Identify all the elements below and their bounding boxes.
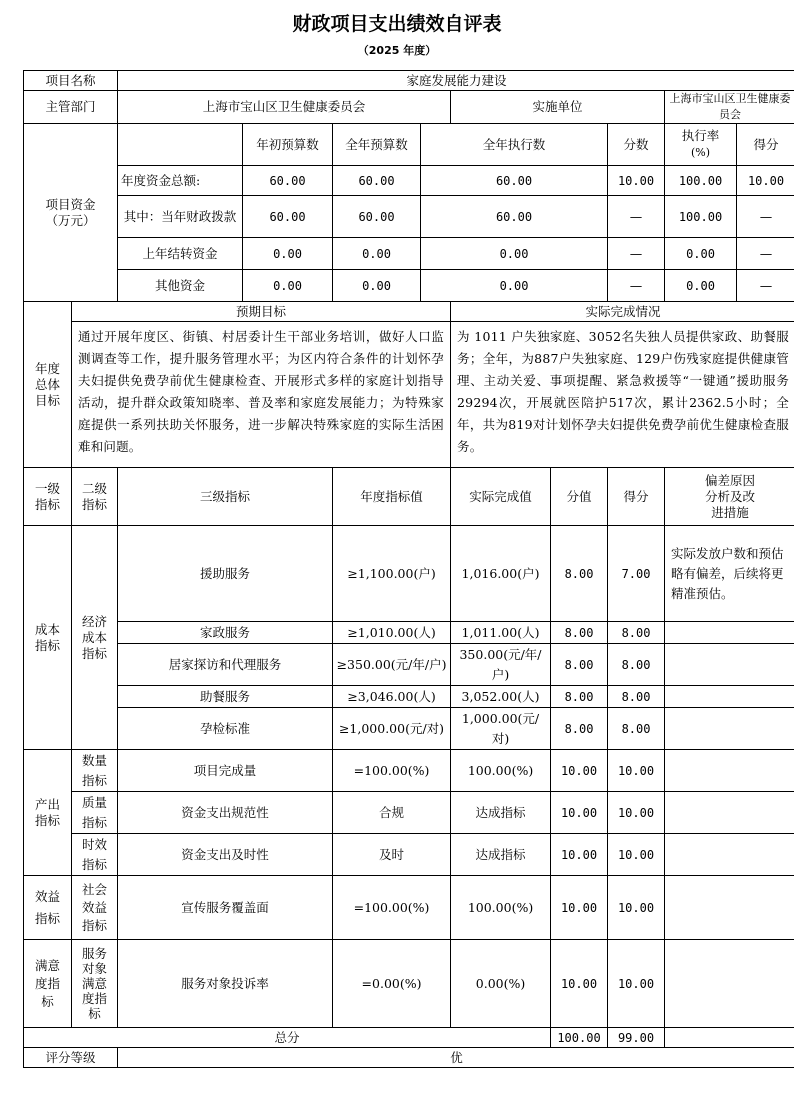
indicator-actual: 1,000.00(元/对) — [451, 708, 551, 750]
cost-level2: 经济 成本 指标 — [72, 526, 118, 750]
funds-header-annual: 全年预算数 — [333, 124, 421, 166]
header-target: 年度指标值 — [333, 468, 451, 526]
impl-value: 上海市宝山区卫生健康委员会 — [665, 91, 794, 124]
indicator-score: 10.00 — [608, 792, 665, 834]
total-blank — [665, 1028, 794, 1048]
funds-annual: 0.00 — [333, 270, 421, 302]
indicator-actual: 3,052.00(人) — [451, 686, 551, 708]
expected-header: 预期目标 — [72, 302, 451, 322]
dept-label: 主管部门 — [24, 91, 118, 124]
indicator-actual: 0.00(%) — [451, 940, 551, 1028]
funds-header-executed: 全年执行数 — [421, 124, 608, 166]
indicator-name: 项目完成量 — [118, 750, 333, 792]
funds-rate: 0.00 — [665, 270, 737, 302]
indicator-score: 8.00 — [608, 708, 665, 750]
indicator-actual: 1,016.00(户) — [451, 526, 551, 622]
total-weight: 100.00 — [551, 1028, 608, 1048]
goals-label: 年度 总体 目标 — [24, 302, 72, 468]
indicator-reason — [665, 792, 794, 834]
funds-executed: 60.00 — [421, 196, 608, 238]
indicator-reason — [665, 644, 794, 686]
indicator-weight: 10.00 — [551, 940, 608, 1028]
indicator-target: =100.00(%) — [333, 750, 451, 792]
indicator-weight: 8.00 — [551, 708, 608, 750]
funds-header-rate: 执行率 (%) — [665, 124, 737, 166]
expected-goal-text: 通过开展年度区、街镇、村居委计生干部业务培训，做好人口监测调查等工作，提升服务管理水平；为区内符合条件的计划怀孕夫妇提供免费孕前优生健康检查、开展形式多样的家庭计划指导活动，提升群众政策知晓率、普及率和家庭发展能力；为特殊家庭提供一系列扶助关怀服务，进一步解决特殊家庭的实际生活困难和问题。 — [72, 322, 451, 468]
project-name: 家庭发展能力建设 — [118, 71, 794, 91]
funds-header-initial: 年初预算数 — [243, 124, 333, 166]
indicator-target: ≥1,000.00(元/对) — [333, 708, 451, 750]
dept-value: 上海市宝山区卫生健康委员会 — [118, 91, 451, 124]
indicator-weight: 8.00 — [551, 622, 608, 644]
funds-header-score: 分数 — [608, 124, 665, 166]
header-reason: 偏差原因 分析及改 进措施 — [665, 468, 794, 526]
indicator-score: 8.00 — [608, 686, 665, 708]
funds-rate: 0.00 — [665, 238, 737, 270]
funds-header-got: 得分 — [737, 124, 794, 166]
indicator-weight: 8.00 — [551, 526, 608, 622]
indicator-weight: 8.00 — [551, 644, 608, 686]
indicator-target: 合规 — [333, 792, 451, 834]
indicator-target: =0.00(%) — [333, 940, 451, 1028]
grade-label: 评分等级 — [24, 1048, 118, 1068]
indicator-score: 7.00 — [608, 526, 665, 622]
indicator-reason — [665, 834, 794, 876]
indicator-target: ≥1,010.00(人) — [333, 622, 451, 644]
indicator-reason — [665, 708, 794, 750]
total-score: 99.00 — [608, 1028, 665, 1048]
output-level1: 产出 指标 — [24, 750, 72, 876]
grade-value: 优 — [118, 1048, 794, 1068]
indicator-weight: 8.00 — [551, 686, 608, 708]
benefit-level1: 效益 指标 — [24, 876, 72, 940]
funds-got: — — [737, 270, 794, 302]
indicator-score: 10.00 — [608, 876, 665, 940]
benefit-level2: 社会 效益 指标 — [72, 876, 118, 940]
indicator-name: 服务对象投诉率 — [118, 940, 333, 1028]
indicator-reason — [665, 940, 794, 1028]
indicator-reason: 实际发放户数和预估略有偏差，后续将更精准预估。 — [665, 526, 794, 622]
funds-got: — — [737, 196, 794, 238]
funds-header-blank — [118, 124, 243, 166]
indicator-score: 10.00 — [608, 940, 665, 1028]
indicator-score: 8.00 — [608, 644, 665, 686]
output-level2: 质量 指标 — [72, 792, 118, 834]
funds-row-label: 上年结转资金 — [118, 238, 243, 270]
indicator-name: 居家探访和代理服务 — [118, 644, 333, 686]
header-level2: 二级 指标 — [72, 468, 118, 526]
satisfaction-level1: 满意 度指 标 — [24, 940, 72, 1028]
evaluation-table — [23, 70, 794, 1068]
funds-score: — — [608, 270, 665, 302]
funds-executed: 0.00 — [421, 238, 608, 270]
indicator-name: 资金支出及时性 — [118, 834, 333, 876]
funds-got: — — [737, 238, 794, 270]
header-score: 得分 — [608, 468, 665, 526]
indicator-target: =100.00(%) — [333, 876, 451, 940]
indicator-target: 及时 — [333, 834, 451, 876]
funds-initial: 0.00 — [243, 270, 333, 302]
funds-initial: 60.00 — [243, 196, 333, 238]
satisfaction-level2: 服务 对象 满意 度指 标 — [72, 940, 118, 1028]
funds-row-label: 其他资金 — [118, 270, 243, 302]
indicator-name: 助餐服务 — [118, 686, 333, 708]
indicator-reason — [665, 876, 794, 940]
cost-level1: 成本 指标 — [24, 526, 72, 750]
funds-score: — — [608, 196, 665, 238]
funds-score: 10.00 — [608, 166, 665, 196]
funds-score: — — [608, 238, 665, 270]
header-actual: 实际完成值 — [451, 468, 551, 526]
output-level2: 数量 指标 — [72, 750, 118, 792]
indicator-name: 援助服务 — [118, 526, 333, 622]
indicator-reason — [665, 750, 794, 792]
output-level2: 时效 指标 — [72, 834, 118, 876]
funds-annual: 60.00 — [333, 196, 421, 238]
funds-row-label: 年度资金总额: — [118, 166, 243, 196]
funds-row-label: 其中：当年财政拨款 — [118, 196, 243, 238]
funds-annual: 60.00 — [333, 166, 421, 196]
indicator-reason — [665, 686, 794, 708]
project-name-label: 项目名称 — [24, 71, 118, 91]
indicator-actual: 350.00(元/年/户) — [451, 644, 551, 686]
header-level3: 三级指标 — [118, 468, 333, 526]
indicator-name: 家政服务 — [118, 622, 333, 644]
actual-result-text: 为 1011 户失独家庭、3052名失独人员提供家政、助餐服务；全年，为887户失独家庭、129户伤残家庭提供健康管理、主动关爱、事项提醒、紧急救援等“一键通”援助服务29294次，开展就医陪护517次，累计2362.5小时；全年，共为819对计划怀孕夫妇提供免费孕前优生健康检查服务。 — [451, 322, 794, 468]
header-weight: 分值 — [551, 468, 608, 526]
indicator-target: ≥3,046.00(人) — [333, 686, 451, 708]
page-title: 财政项目支出绩效自评表 — [292, 13, 502, 35]
funds-executed: 60.00 — [421, 166, 608, 196]
indicator-actual: 100.00(%) — [451, 750, 551, 792]
actual-header: 实际完成情况 — [451, 302, 794, 322]
header-level1: 一级 指标 — [24, 468, 72, 526]
funds-executed: 0.00 — [421, 270, 608, 302]
funds-rate: 100.00 — [665, 196, 737, 238]
funds-got: 10.00 — [737, 166, 794, 196]
funds-initial: 60.00 — [243, 166, 333, 196]
indicator-actual: 1,011.00(人) — [451, 622, 551, 644]
indicator-target: ≥350.00(元/年/户) — [333, 644, 451, 686]
indicator-score: 10.00 — [608, 834, 665, 876]
indicator-score: 8.00 — [608, 622, 665, 644]
indicator-reason — [665, 622, 794, 644]
funds-rate: 100.00 — [665, 166, 737, 196]
indicator-actual: 达成指标 — [451, 834, 551, 876]
report-year: （2025 年度） — [357, 44, 437, 57]
indicator-score: 10.00 — [608, 750, 665, 792]
indicator-weight: 10.00 — [551, 834, 608, 876]
indicator-weight: 10.00 — [551, 750, 608, 792]
indicator-name: 孕检标准 — [118, 708, 333, 750]
indicator-actual: 100.00(%) — [451, 876, 551, 940]
indicator-target: ≥1,100.00(户) — [333, 526, 451, 622]
indicator-name: 资金支出规范性 — [118, 792, 333, 834]
indicator-weight: 10.00 — [551, 792, 608, 834]
funds-annual: 0.00 — [333, 238, 421, 270]
funds-label: 项目资金 （万元） — [24, 124, 118, 302]
total-label: 总分 — [24, 1028, 551, 1048]
indicator-name: 宣传服务覆盖面 — [118, 876, 333, 940]
indicator-weight: 10.00 — [551, 876, 608, 940]
funds-initial: 0.00 — [243, 238, 333, 270]
indicator-actual: 达成指标 — [451, 792, 551, 834]
impl-label: 实施单位 — [451, 91, 665, 124]
